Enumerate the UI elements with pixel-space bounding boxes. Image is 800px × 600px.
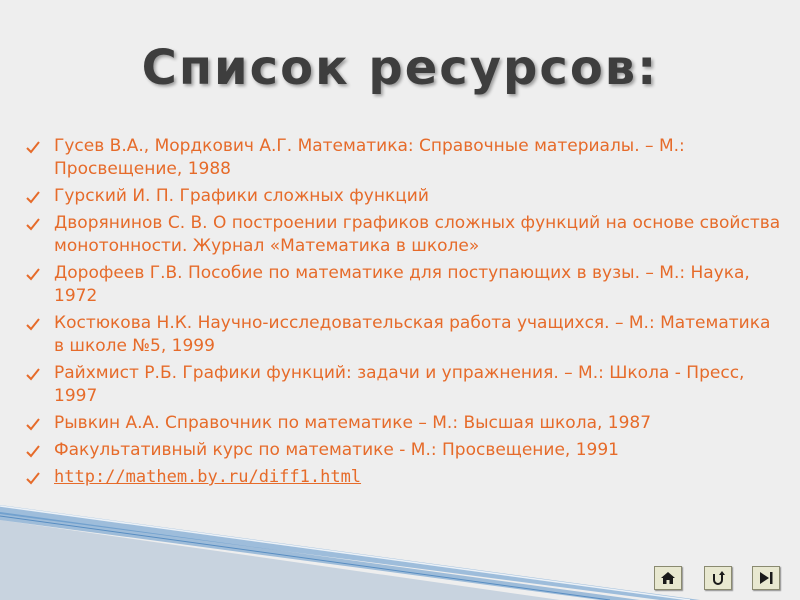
reference-text: Гусев В.А., Мордкович А.Г. Математика: Справочные материалы. – М.: Просвещение, 1988 — [54, 136, 685, 179]
reference-text: Дорофеев Г.В. Пособие по математике для поступающих в вузы. – М.: Наука, 1972 — [54, 263, 750, 306]
check-icon — [26, 217, 40, 231]
list-item — [24, 439, 784, 462]
reference-list — [24, 135, 784, 493]
end-icon — [758, 571, 774, 585]
check-icon — [26, 317, 40, 331]
check-icon — [26, 367, 40, 381]
return-button[interactable] — [704, 566, 732, 590]
list-item — [24, 362, 784, 408]
list-item — [24, 312, 784, 358]
check-icon — [26, 190, 40, 204]
home-button[interactable] — [654, 566, 682, 590]
page-title: Список ресурсов: — [141, 40, 659, 96]
home-icon — [660, 571, 676, 585]
resource-link[interactable]: http://mathem.by.ru/diff1.html — [54, 467, 362, 487]
check-icon — [26, 471, 40, 485]
check-icon — [26, 444, 40, 458]
check-icon — [26, 140, 40, 154]
list-item — [24, 212, 784, 258]
list-item — [24, 466, 784, 489]
list-item — [24, 135, 784, 181]
reference-text: Факультативный курс по математике - М.: Просвещение, 1991 — [54, 440, 619, 460]
reference-text: Костюкова Н.К. Научно-исследовательская работа учащихся. – М.: Математика в школе №5, 1999 — [54, 313, 771, 356]
reference-text: Рывкин А.А. Справочник по математике – М.: Высшая школа, 1987 — [54, 413, 652, 433]
reference-text: Гурский И. П. Графики сложных функций — [54, 186, 429, 206]
check-icon — [26, 267, 40, 281]
list-item — [24, 412, 784, 435]
list-item — [24, 185, 784, 208]
list-item — [24, 262, 784, 308]
check-icon — [26, 417, 40, 431]
return-icon — [710, 571, 726, 585]
reference-text: Райхмист Р.Б. Графики функций: задачи и упражнения. – М.: Школа - Пресс, 1997 — [54, 363, 745, 406]
reference-text: Дворянинов С. В. О построении графиков сложных функций на основе свойства монотонности. Журнал «Математика в школе» — [54, 213, 781, 256]
end-button[interactable] — [752, 566, 780, 590]
